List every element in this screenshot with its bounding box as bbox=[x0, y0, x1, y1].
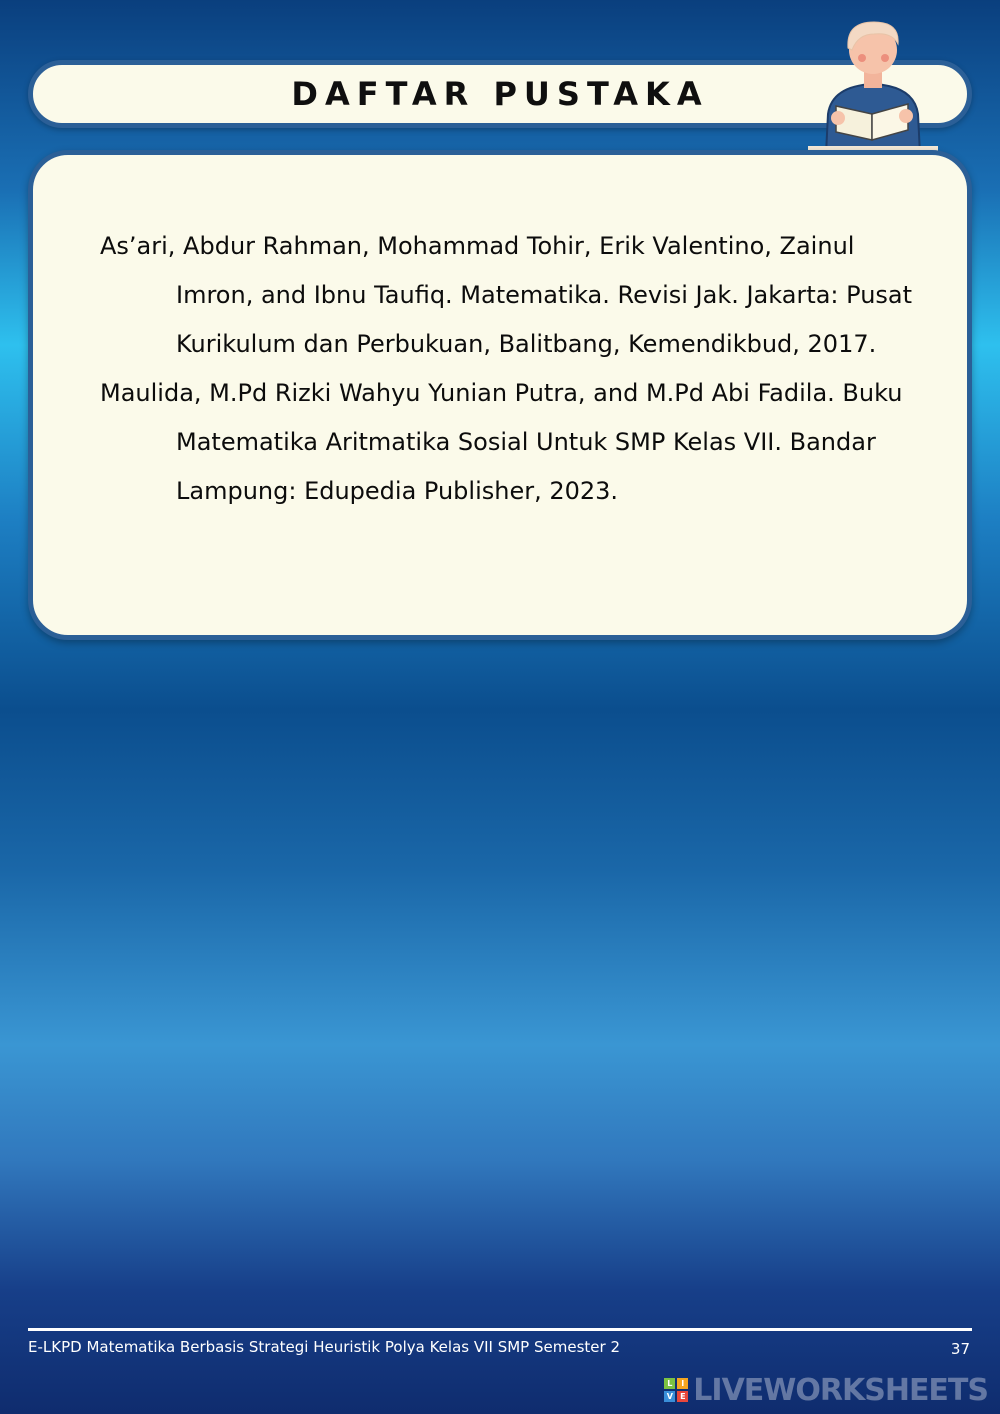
reference-list bbox=[100, 222, 920, 516]
liveworksheets-logo bbox=[664, 1372, 988, 1408]
reading-person-illustration bbox=[808, 14, 938, 154]
liveworksheets-wordmark: LIVEWORKSHEETS bbox=[693, 1372, 988, 1408]
footer-caption: E-LKPD Matematika Berbasis Strategi Heuristik Polya Kelas VII SMP Semester 2 bbox=[28, 1338, 620, 1356]
reference-entry: As’ari, Abdur Rahman, Mohammad Tohir, Erik Valentino, Zainul Imron, and Ibnu Taufiq. Matematika. Revisi Jak. Jakarta: Pusat Kurikulum dan Perbukuan, Balitbang, Kemendikbud, 2017. bbox=[100, 232, 913, 358]
page-title: DAFTAR PUSTAKA bbox=[291, 75, 709, 113]
logo-letter: E bbox=[677, 1391, 688, 1402]
logo-letter: I bbox=[677, 1378, 688, 1389]
footer-divider bbox=[28, 1328, 972, 1331]
page-number: 37 bbox=[950, 1340, 970, 1358]
logo-letter: V bbox=[664, 1391, 675, 1402]
logo-letter: L bbox=[664, 1378, 675, 1389]
liveworksheets-grid-icon bbox=[664, 1378, 688, 1402]
reference-entry: Maulida, M.Pd Rizki Wahyu Yunian Putra, and M.Pd Abi Fadila. Buku Matematika Aritmatika Sosial Untuk SMP Kelas VII. Bandar Lampung: Edupedia Publisher, 2023. bbox=[100, 379, 903, 505]
